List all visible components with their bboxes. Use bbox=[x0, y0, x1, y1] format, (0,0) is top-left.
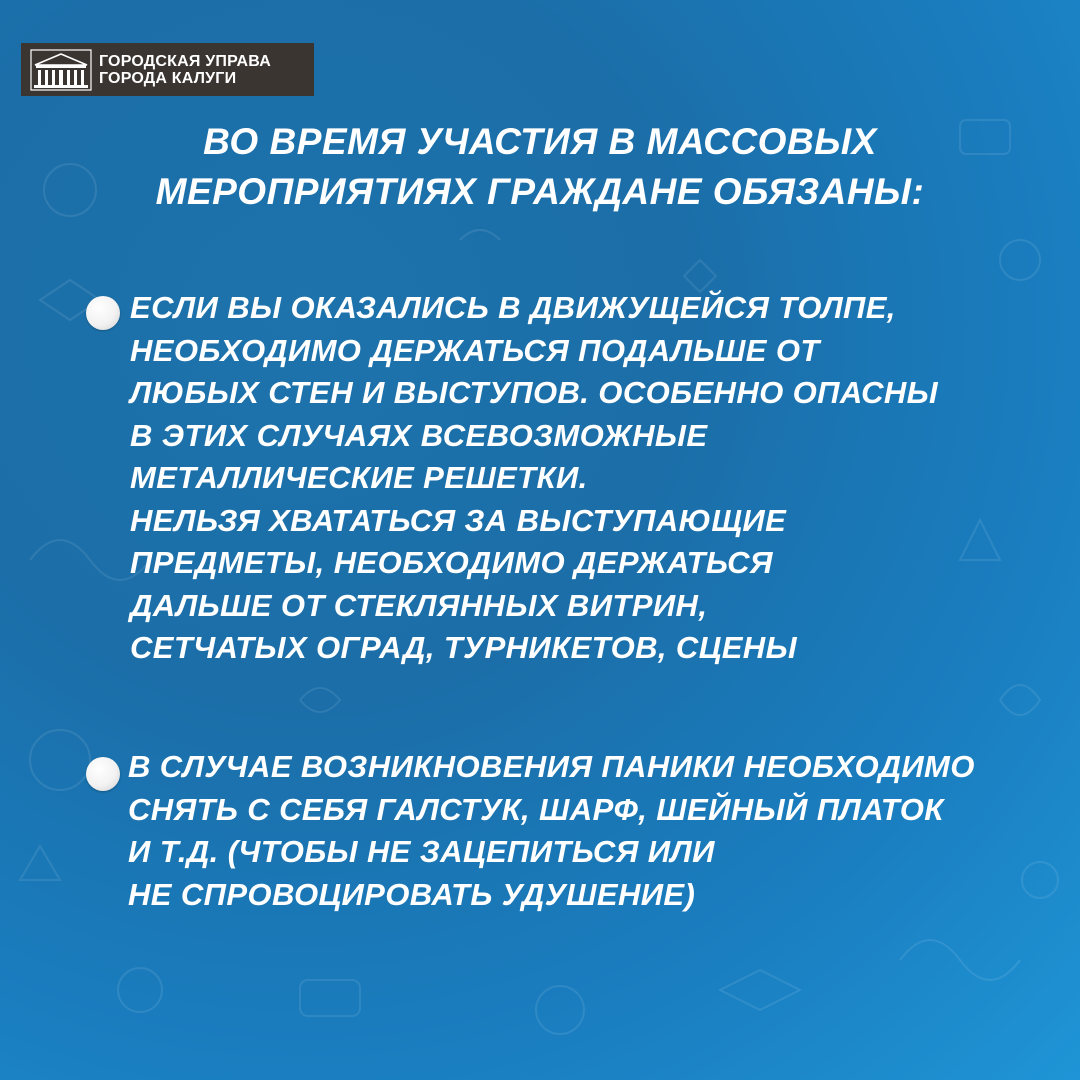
list-item-line: НЕ СПРОВОЦИРОВАТЬ УДУШЕНИЕ) bbox=[128, 876, 696, 912]
list-item-line: ЛЮБЫХ СТЕН И ВЫСТУПОВ. ОСОБЕННО ОПАСНЫ bbox=[130, 375, 939, 410]
list-item-text bbox=[130, 287, 938, 670]
logo-line: ГОРОДСКАЯ УПРАВА bbox=[99, 52, 272, 70]
list-item-line: НЕОБХОДИМО ДЕРЖАТЬСЯ ПОДАЛЬШЕ ОТ bbox=[130, 332, 820, 368]
title-line: МЕРОПРИЯТИЯХ ГРАЖДАНЕ ОБЯЗАНЫ: bbox=[155, 171, 925, 212]
list-item-line: СЕТЧАТЫХ ОГРАД, ТУРНИКЕТОВ, СЦЕНЫ bbox=[130, 630, 797, 665]
list-item-line: В СЛУЧАЕ ВОЗНИКНОВЕНИЯ ПАНИКИ НЕОБХОДИМО bbox=[128, 749, 975, 784]
list-item-line: СНЯТЬ С СЕБЯ ГАЛСТУК, ШАРФ, ШЕЙНЫЙ ПЛАТОК bbox=[128, 791, 944, 827]
bullet-icon bbox=[86, 757, 120, 791]
page-title bbox=[0, 117, 1080, 217]
city-hall-building-icon bbox=[30, 49, 92, 91]
logo-line: ГОРОДА КАЛУГИ bbox=[99, 69, 237, 87]
list-item-text bbox=[128, 746, 975, 916]
bullet-icon bbox=[86, 296, 120, 330]
list-item-line: ПРЕДМЕТЫ, НЕОБХОДИМО ДЕРЖАТЬСЯ bbox=[130, 545, 773, 580]
logo-badge bbox=[21, 43, 314, 96]
list-item-line: И Т.Д. (ЧТОБЫ НЕ ЗАЦЕПИТЬСЯ ИЛИ bbox=[128, 834, 715, 869]
list-item-line: ЕСЛИ ВЫ ОКАЗАЛИСЬ В ДВИЖУЩЕЙСЯ ТОЛПЕ, bbox=[130, 290, 896, 325]
list-item-line: НЕЛЬЗЯ ХВАТАТЬСЯ ЗА ВЫСТУПАЮЩИЕ bbox=[130, 502, 787, 538]
title-line: ВО ВРЕМЯ УЧАСТИЯ В МАССОВЫХ bbox=[203, 121, 877, 162]
logo-text bbox=[99, 53, 271, 87]
list-item-line: ДАЛЬШЕ ОТ СТЕКЛЯННЫХ ВИТРИН, bbox=[130, 587, 708, 623]
list-item-line: В ЭТИХ СЛУЧАЯХ ВСЕВОЗМОЖНЫЕ bbox=[130, 417, 708, 453]
list-item-line: МЕТАЛЛИЧЕСКИЕ РЕШЕТКИ. bbox=[130, 460, 588, 495]
